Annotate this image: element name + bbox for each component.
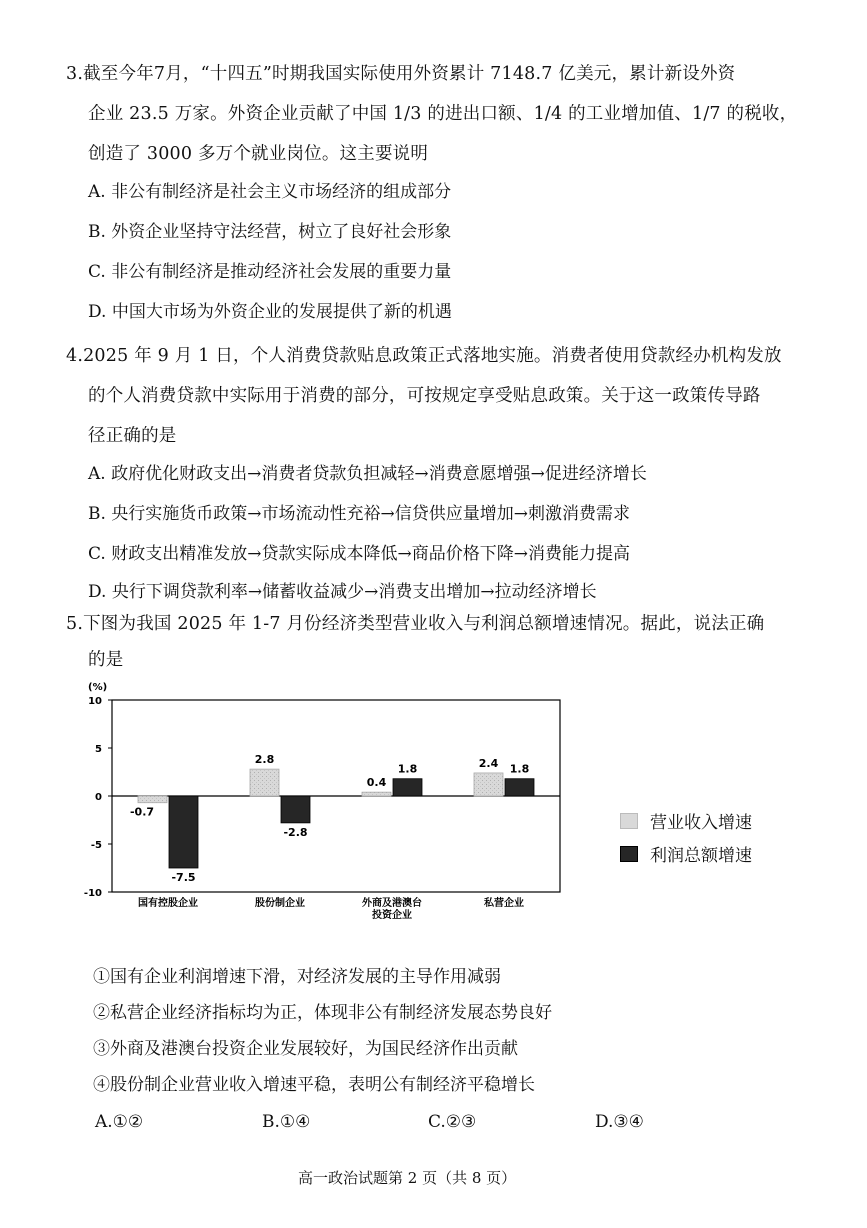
q5-answer-d: D.③④ [595,1112,644,1132]
category-label-2: 外商及港澳台 [362,898,422,909]
legend-swatch-profit [620,846,638,862]
revenue-bar-0 [138,796,167,803]
q3-option-c: C. 非公有制经济是推动经济社会发展的重要力量 [88,262,452,282]
category-label-2: 投资企业 [372,910,412,921]
bar-chart [70,676,590,936]
category-label-0: 国有控股企业 [138,898,198,909]
q4-stem-line-3: 径正确的是 [88,426,177,446]
y-tick-label: -5 [90,840,102,851]
revenue-bar-3 [474,773,503,796]
y-tick-label: 5 [95,744,102,755]
legend-item-revenue [620,812,752,834]
revenue-data-label-3: 2.4 [478,756,499,770]
category-label-1: 股份制企业 [255,898,305,909]
legend-item-profit [620,845,752,867]
legend-swatch-revenue [620,813,638,829]
y-tick-label: 0 [95,792,102,803]
revenue-data-label-0: -0.7 [129,805,155,819]
y-tick-label: -10 [83,888,102,899]
q4-option-c: C. 财政支出精准发放→贷款实际成本降低→商品价格下降→消费能力提高 [88,544,630,564]
q3-stem-line-3: 创造了 3000 多万个就业岗位。这主要说明 [88,144,429,164]
y-tick-label: 10 [88,696,102,707]
category-label-3: 私营企业 [484,898,524,909]
y-axis-ticks [84,696,112,899]
q5-answer-a: A.①② [95,1112,144,1132]
profit-data-label-1: -2.8 [283,825,308,839]
q4-stem-line-2: 的个人消费贷款中实际用于消费的部分，可按规定享受贴息政策。关于这一政策传导路 [88,386,761,406]
profit-bar-1 [281,796,310,823]
revenue-data-label-1: 2.8 [254,753,275,767]
revenue-bar-2 [362,792,391,796]
legend-label-revenue: 营业收入增速 [650,813,752,833]
profit-data-label-3: 1.8 [509,762,530,776]
profit-bar-3 [505,779,534,796]
q3-option-d: D. 中国大市场为外资企业的发展提供了新的机遇 [88,302,452,322]
legend-label-profit: 利润总额增速 [650,846,752,866]
bar-group [138,769,534,868]
q5-statement-2: ②私营企业经济指标均为正，体现非公有制经济发展态势良好 [93,1003,552,1023]
q4-option-d: D. 央行下调贷款利率→储蓄收益减少→消费支出增加→拉动经济增长 [88,582,597,602]
q4-stem-line-1: 4.2025 年 9 月 1 日，个人消费贷款贴息政策正式落地实施。消费者使用贷款经办机构发放 [66,346,782,366]
q5-answer-b: B.①④ [262,1112,311,1132]
page-footer: 高一政治试题第 2 页（共 8 页） [298,1169,517,1187]
revenue-bar-1 [250,769,279,796]
q4-option-a: A. 政府优化财政支出→消费者贷款负担减轻→消费意愿增强→促进经济增长 [88,464,647,484]
q3-stem-line-1: 3.截至今年7月，“十四五”时期我国实际使用外资累计 7148.7 亿美元，累计新设外资 [66,64,736,84]
q5-statement-1: ①国有企业利润增速下滑，对经济发展的主导作用减弱 [93,967,501,987]
profit-bar-0 [169,796,198,868]
y-axis-label: (%) [88,682,108,693]
profit-data-label-0: -7.5 [171,871,196,884]
q4-option-b: B. 央行实施货币政策→市场流动性充裕→信贷供应量增加→刺激消费需求 [88,504,631,524]
profit-data-label-2: 1.8 [397,762,418,776]
q5-statement-3: ③外商及港澳台投资企业发展较好，为国民经济作出贡献 [93,1039,518,1059]
q3-stem-line-2: 企业 23.5 万家。外资企业贡献了中国 1/3 的进出口额、1/4 的工业增加值、1/7 的税收， [88,104,798,124]
q5-answer-c: C.②③ [428,1112,477,1132]
q3-option-a: A. 非公有制经济是社会主义市场经济的组成部分 [88,182,452,202]
revenue-data-label-2: 0.4 [366,776,387,790]
q5-statement-4: ④股份制企业营业收入增速平稳，表明公有制经济平稳增长 [93,1075,535,1095]
q5-stem-line-1: 5.下图为我国 2025 年 1-7 月份经济类型营业收入与利润总额增速情况。据此，说法正确 [66,614,765,634]
q3-option-b: B. 外资企业坚持守法经营，树立了良好社会形象 [88,222,452,242]
profit-bar-2 [393,779,422,796]
category-label-group [138,896,524,921]
q5-stem-line-2: 的是 [88,650,124,670]
